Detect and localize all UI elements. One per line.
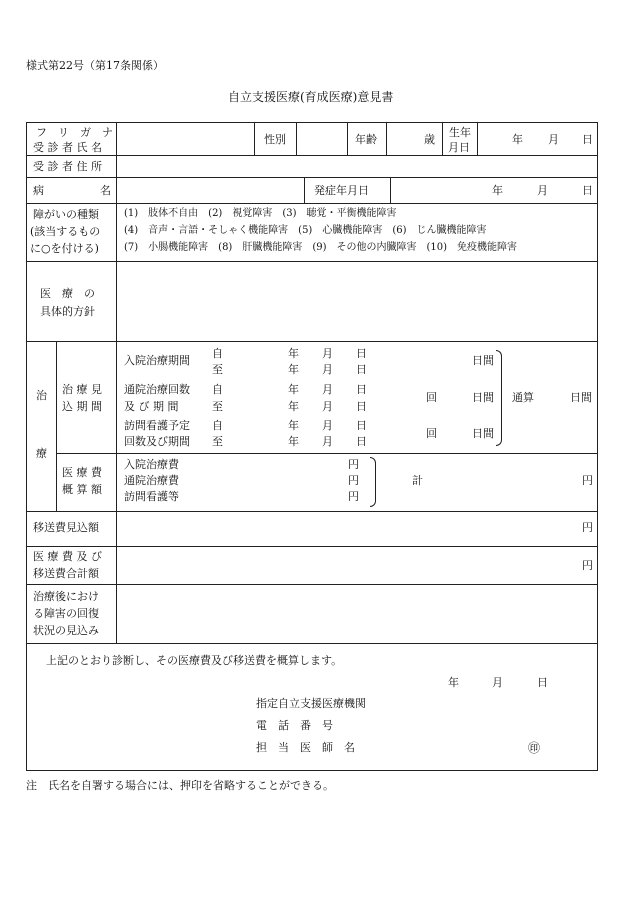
cost-label-2: 概 算 額 [62, 483, 102, 496]
furigana-label: フ リ ガ ナ [36, 126, 113, 139]
outpatient-days: 日間 [472, 391, 494, 404]
disability-option-line-1[interactable]: (1) 肢体不自由 (2) 視覚障害 (3) 聴覚・平衡機能障害 [124, 208, 397, 219]
inpatient-from-day: 日 [356, 347, 367, 360]
inpatient-to-year: 年 [288, 363, 299, 376]
dob-month: 月 [548, 133, 559, 146]
grand-total-label-1: 医 療 費 及 び [33, 550, 102, 563]
form-number: 様式第22号（第17条関係） [26, 59, 164, 72]
doctor-label: 担 当 医 師 名 [256, 741, 355, 754]
outpatient-times: 回 [426, 391, 437, 404]
outpatient-to-day: 日 [356, 400, 367, 413]
sign-month: 月 [492, 676, 503, 689]
grand-total-label-2: 移送費合計額 [33, 567, 99, 580]
disability-label-2: (該当するもの [30, 225, 101, 238]
inpatient-days: 日間 [472, 354, 494, 367]
outpatient-from-day: 日 [356, 383, 367, 396]
outpatient-label-2: 及 び 期 間 [124, 400, 179, 413]
disability-option-line-3[interactable]: (7) 小腸機能障害 (8) 肝臓機能障害 (9) その他の内臓障害 (10) 免疫機能障害 [124, 242, 518, 253]
disease-field[interactable] [118, 179, 302, 202]
age-unit: 歳 [424, 133, 435, 146]
phone-label: 電 話 番 号 [256, 719, 333, 732]
inpatient-to-day: 日 [356, 363, 367, 376]
dob-day: 日 [582, 133, 593, 146]
visit-to: 至 [212, 435, 223, 448]
sex-label: 性別 [264, 133, 286, 146]
visit-label-1: 訪問看護予定 [124, 419, 190, 432]
seal-icon: ㊞ [528, 741, 541, 755]
outpatient-from: 自 [212, 383, 223, 396]
period-label-1: 治 療 見 [62, 383, 102, 396]
cost-inpatient-yen: 円 [348, 458, 359, 471]
treatment-side-label-1: 治 [36, 389, 47, 402]
outlook-label-2: る障害の回復 [33, 607, 99, 620]
footnote: 注 氏名を自署する場合には、押印を省略することができる。 [26, 779, 334, 792]
outpatient-label-1: 通院治療回数 [124, 383, 190, 396]
cost-outpatient-label: 通院治療費 [124, 474, 179, 487]
policy-label-2: 具体的方針 [40, 305, 95, 318]
cost-outpatient-yen: 円 [348, 474, 359, 487]
sex-field[interactable] [298, 124, 345, 154]
outpatient-from-year: 年 [288, 383, 299, 396]
period-label-2: 込 期 間 [62, 400, 102, 413]
cost-visit-yen: 円 [348, 490, 359, 503]
visit-label-2: 回数及び期間 [124, 435, 190, 448]
visit-from: 自 [212, 419, 223, 432]
outlook-label-3: 状況の見込み [33, 624, 99, 637]
inpatient-from: 自 [212, 347, 223, 360]
patient-name-label: 受 診 者 氏 名 [33, 141, 102, 154]
disease-label-2: 名 [100, 184, 111, 197]
inpatient-from-year: 年 [288, 347, 299, 360]
total-days-unit: 日間 [570, 391, 592, 404]
cost-inpatient-label: 入院治療費 [124, 458, 179, 471]
policy-field[interactable] [118, 263, 596, 340]
visit-from-year: 年 [288, 419, 299, 432]
inpatient-period-label: 入院治療期間 [124, 354, 190, 367]
disease-label-1: 病 [33, 184, 44, 197]
visit-from-month: 月 [322, 419, 333, 432]
treatment-side-label-2: 療 [36, 447, 47, 460]
onset-year: 年 [492, 184, 503, 197]
cost-sum-yen: 円 [582, 474, 593, 487]
period-brace [496, 350, 502, 446]
dob-label-1: 生年 [449, 126, 471, 139]
transport-yen: 円 [582, 521, 593, 534]
address-label: 受 診 者 住 所 [33, 160, 102, 173]
onset-month: 月 [537, 184, 548, 197]
cost-visit-label: 訪問看護等 [124, 490, 179, 503]
dob-year: 年 [512, 133, 523, 146]
sign-day: 日 [537, 676, 548, 689]
outlook-label-1: 治療後におけ [33, 590, 99, 603]
address-field[interactable] [118, 157, 596, 176]
outpatient-to: 至 [212, 400, 223, 413]
cost-brace [370, 457, 376, 507]
inpatient-to: 至 [212, 363, 223, 376]
visit-to-year: 年 [288, 435, 299, 448]
total-label: 通算 [512, 391, 534, 404]
onset-label: 発症年月日 [314, 184, 369, 197]
inpatient-from-month: 月 [322, 347, 333, 360]
transport-field[interactable] [118, 513, 578, 545]
patient-name-field[interactable] [118, 124, 252, 154]
transport-label: 移送費見込額 [33, 521, 99, 534]
outpatient-to-year: 年 [288, 400, 299, 413]
visit-from-day: 日 [356, 419, 367, 432]
sign-year: 年 [448, 676, 459, 689]
outpatient-from-month: 月 [322, 383, 333, 396]
grand-total-field[interactable] [118, 548, 578, 583]
policy-label-1: 医 療 の [40, 287, 95, 300]
outlook-field[interactable] [118, 586, 596, 642]
grand-total-yen: 円 [582, 559, 593, 572]
age-label: 年齢 [355, 133, 377, 146]
cost-label-1: 医 療 費 [62, 466, 102, 479]
visit-days: 日間 [472, 427, 494, 440]
cost-sum-label: 計 [412, 474, 423, 487]
onset-day: 日 [582, 184, 593, 197]
form-title: 自立支援医療(育成医療)意見書 [228, 90, 394, 104]
outpatient-to-month: 月 [322, 400, 333, 413]
visit-times: 回 [426, 427, 437, 440]
statement: 上記のとおり診断し、その医療費及び移送費を概算します。 [46, 654, 343, 667]
disability-label-1: 障がいの種類 [33, 208, 99, 221]
inpatient-to-month: 月 [322, 363, 333, 376]
visit-to-month: 月 [322, 435, 333, 448]
institution-label: 指定自立支援医療機関 [256, 697, 366, 710]
disability-label-3: に○を付ける) [30, 242, 99, 255]
dob-label-2: 月日 [448, 141, 470, 154]
visit-to-day: 日 [356, 435, 367, 448]
disability-option-line-2[interactable]: (4) 音声・言語・そしゃく機能障害 (5) 心臓機能障害 (6) じん臓機能障害 [124, 225, 487, 236]
